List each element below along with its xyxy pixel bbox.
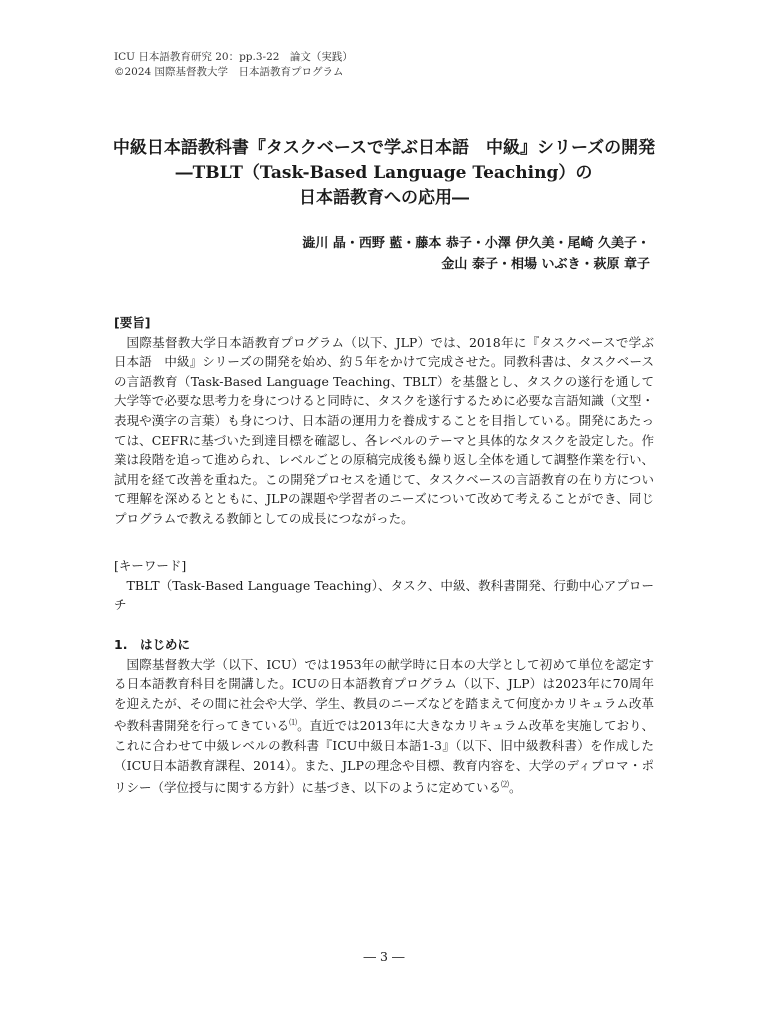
footnote-marker-2: ⑵ [501, 780, 510, 790]
introduction-body [114, 655, 654, 798]
footnote-marker-1: ⑴ [289, 718, 298, 728]
intro-text-part-1: 国際基督教大学（以下、ICU）では1953年の献学時に日本の大学として初めて単位を認定する日本語教育科目を開講した。ICUの日本語教育プログラム（以下、JLP）は2023年に70周年を迎えたが、その間に社会や大学、学生、教員のニーズなどを踏まえて何度かカリキュラム改革や教科書開発を行ってきている [114, 656, 654, 734]
abstract-heading: [要旨] [114, 315, 151, 330]
title-line-3: 日本語教育への応用― [299, 188, 469, 208]
introduction-heading: 1. はじめに [114, 637, 190, 652]
intro-text-part-3: 。 [509, 780, 522, 796]
authors-line-2: 金山 泰子・相場 いぶき・萩原 章子 [441, 257, 650, 272]
title-line-1: 中級日本語教科書『タスクベースで学ぶ日本語 中級』シリーズの開発 [112, 138, 656, 158]
title-line-2: ―TBLT（Task-Based Language Teaching）の [175, 163, 593, 183]
running-header [114, 50, 353, 80]
page-number: ― 3 ― [363, 949, 405, 964]
keywords-section [114, 556, 654, 615]
keywords-heading: [キーワード] [114, 558, 187, 573]
abstract-section [114, 313, 654, 529]
journal-info: ICU 日本語教育研究 20：pp.3-22 論文（実践） [114, 51, 353, 63]
abstract-body: 国際基督教大学日本語教育プログラム（以下、JLP）では、2018年に『タスクベースで学ぶ日本語 中級』シリーズの開発を始め、約５年をかけて完成させた。同教科書は、タスクベースの言語教育（Task-Based Language Teaching、TBLT）を基盤とし、タスクの遂行を通して大学等で必要な思考力を身につけると同時に、タスクを遂行するために必要な言語知識（文型・表現や漢字の言葉）も身につけ、日本語の運用力を養成することを目指している。開発にあたっては、CEFRに基づいた到達目標を確認し、各レベルのテーマと具体的なタスクを設定した。作業は段階を追って進められ、レベルごとの原稿完成後も繰り返し全体を通して調整作業を行い、試用を経て改善を重ねた。この開発プロセスを通じて、タスクベースの言語教育の在り方について理解を深めるとともに、JLPの課題や学習者のニーズについて改めて考えることができ、同じプログラムで教える教師としての成長につながった。 [114, 334, 654, 526]
authors-line-1: 澁川 晶・西野 藍・藤本 恭子・小澤 伊久美・尾崎 久美子・ [302, 236, 650, 251]
introduction-section [114, 635, 654, 798]
keywords-body: TBLT（Task-Based Language Teaching）、タスク、中級、教科書開発、行動中心アプローチ [114, 577, 654, 613]
intro-text-part-2: 。直近では2013年に大きなカリキュラム改革を実施しており、これに合わせて中級レベルの教科書『ICU中級日本語1-3』（以下、旧中級教科書）を作成した（ICU日本語教育課程、2014）。また、JLPの理念や目標、教育内容を、大学のディプロマ・ポリシー（学位授与に関する方針）に基づき、以下のように定めている [114, 718, 654, 796]
author-list [302, 233, 650, 275]
copyright-line: ©2024 国際基督教大学 日本語教育プログラム [114, 66, 344, 78]
paper-title [0, 136, 768, 211]
